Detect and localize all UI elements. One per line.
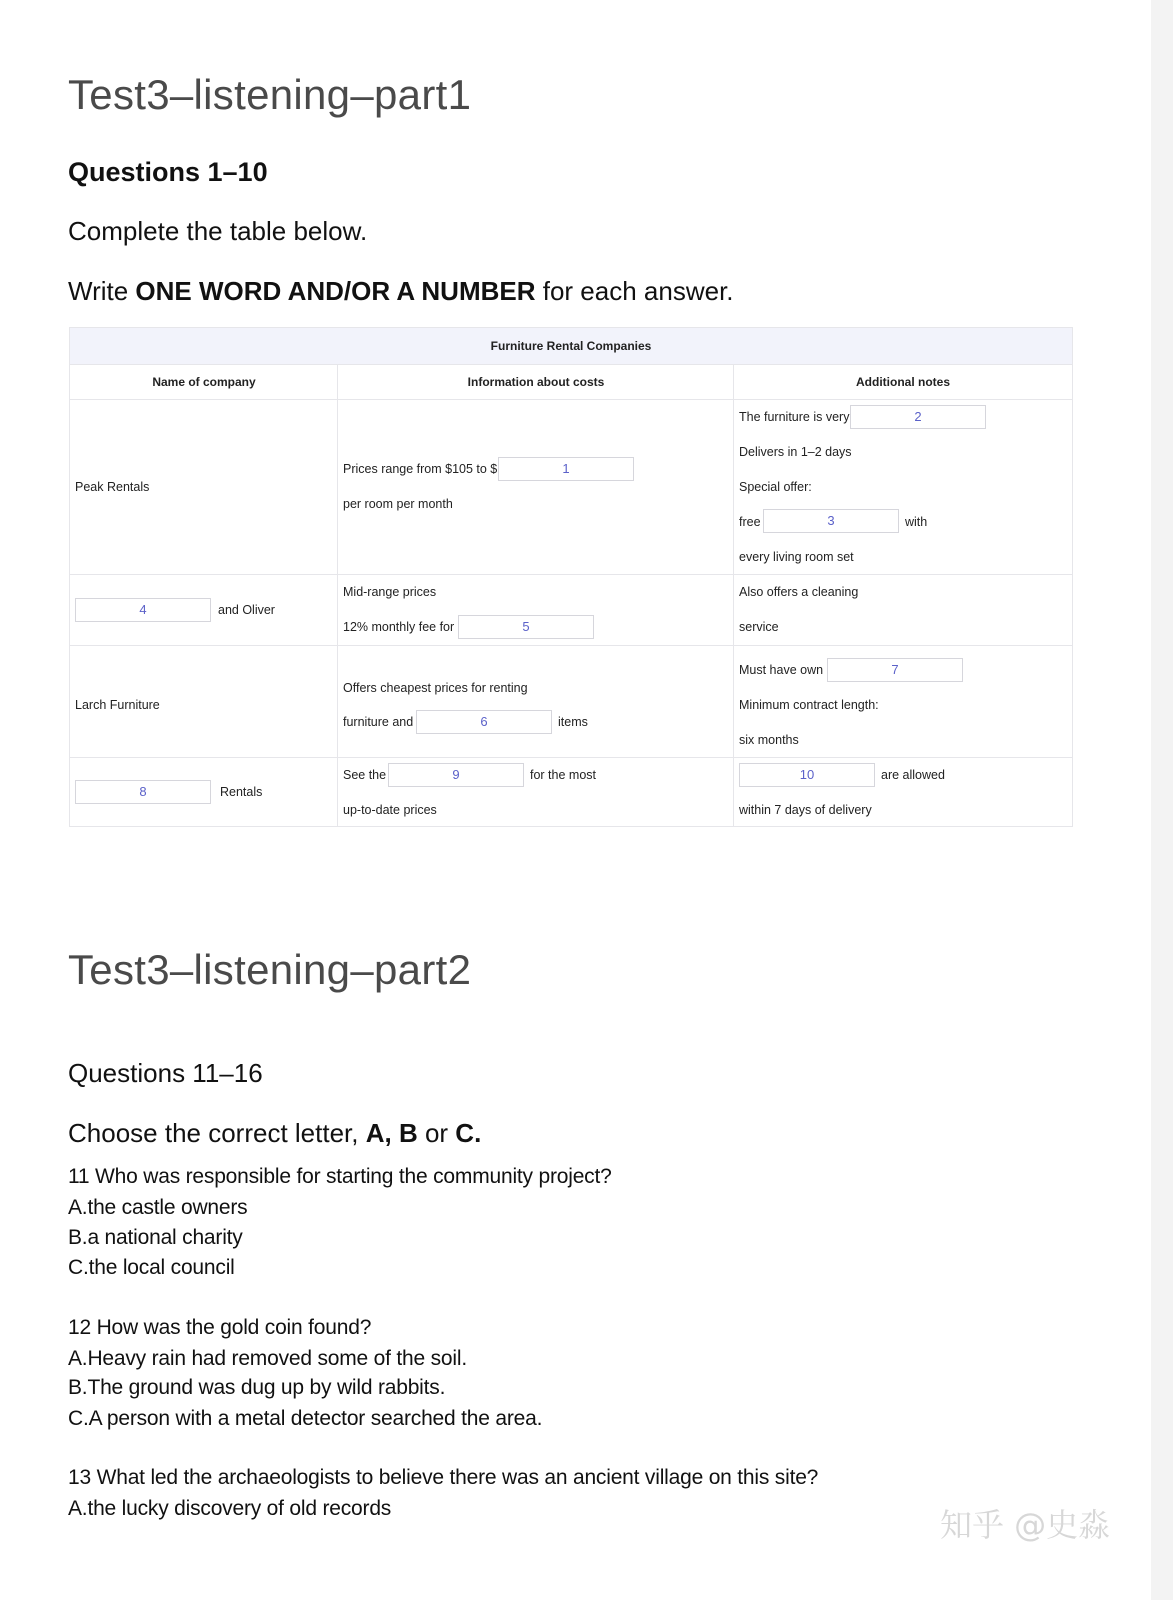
costs-text: Prices range from $105 to $ (343, 462, 498, 476)
costs-text: furniture and (343, 715, 414, 729)
option-12-a: A.Heavy rain had removed some of the soil. (68, 1347, 467, 1370)
notes-text: free (739, 515, 761, 529)
answer-blank-1[interactable]: 1 (498, 457, 634, 481)
part2-title: Test3–listening–part2 (68, 946, 472, 993)
part2-questions-heading: Questions 11–16 (68, 1058, 263, 1088)
notes-text: Must have own (739, 663, 824, 677)
notes-text: are allowed (881, 768, 945, 782)
notes-text: with (905, 515, 928, 529)
notes-text: Delivers in 1–2 days (739, 445, 852, 459)
notes-text: Minimum contract length: (739, 698, 879, 712)
part1-title: Test3–listening–part1 (68, 71, 472, 118)
header-costs: Information about costs (338, 364, 734, 400)
part1-instruction-1: Complete the table below. (68, 216, 368, 246)
option-11-c: C.the local council (68, 1256, 235, 1279)
answer-blank-6[interactable]: 6 (416, 710, 552, 734)
part2-instruction: Choose the correct letter, A, B or C. (68, 1118, 482, 1148)
costs-text: 12% monthly fee for (343, 620, 455, 634)
costs-text: per room per month (343, 497, 453, 511)
row-divider (70, 645, 1072, 646)
costs-text: Mid-range prices (343, 585, 437, 599)
company-name: Peak Rentals (75, 480, 150, 494)
answer-blank-8[interactable]: 8 (75, 780, 211, 804)
table-caption: Furniture Rental Companies (70, 328, 1072, 365)
question-13: 13 What led the archaeologists to believe there was an ancient village on this site? (68, 1466, 819, 1489)
company-name: Larch Furniture (75, 698, 160, 712)
watermark: 知乎 @史淼 (940, 1506, 1111, 1544)
costs-text: for the most (530, 768, 596, 782)
header-notes: Additional notes (734, 364, 1072, 400)
furniture-rental-table (69, 327, 1073, 827)
answer-blank-3[interactable]: 3 (763, 509, 899, 533)
answer-blank-7[interactable]: 7 (827, 658, 963, 682)
notes-text: Also offers a cleaning (739, 585, 859, 599)
question-11: 11 Who was responsible for starting the community project? (68, 1165, 612, 1188)
company-name-suffix: Rentals (220, 785, 263, 799)
answer-blank-2[interactable]: 2 (850, 405, 986, 429)
question-12: 12 How was the gold coin found? (68, 1316, 372, 1339)
costs-text: See the (343, 768, 387, 782)
part1-questions-heading: Questions 1–10 (68, 157, 268, 187)
answer-blank-10[interactable]: 10 (739, 763, 875, 787)
option-12-b: B.The ground was dug up by wild rabbits. (68, 1376, 446, 1399)
header-company: Name of company (70, 364, 338, 400)
notes-text: Special offer: (739, 480, 812, 494)
costs-text: Offers cheapest prices for renting (343, 681, 528, 695)
page-edge-shade (1151, 0, 1173, 1600)
row-divider (70, 574, 1072, 575)
option-11-b: B.a national charity (68, 1226, 243, 1249)
notes-text: within 7 days of delivery (739, 803, 872, 817)
notes-text: The furniture is very (739, 410, 850, 424)
option-12-c: C.A person with a metal detector searched the area. (68, 1407, 543, 1430)
option-13-a: A.the lucky discovery of old records (68, 1497, 392, 1520)
option-11-a: A.the castle owners (68, 1196, 248, 1219)
answer-blank-4[interactable]: 4 (75, 598, 211, 622)
answer-blank-9[interactable]: 9 (388, 763, 524, 787)
part1-instruction-2: Write ONE WORD AND/OR A NUMBER for each answer. (68, 276, 734, 306)
notes-text: service (739, 620, 779, 634)
costs-text: items (558, 715, 588, 729)
row-divider (70, 757, 1072, 758)
notes-text: every living room set (739, 550, 854, 564)
answer-blank-5[interactable]: 5 (458, 615, 594, 639)
costs-text: up-to-date prices (343, 803, 437, 817)
company-name-suffix: and Oliver (218, 603, 275, 617)
notes-text: six months (739, 733, 799, 747)
